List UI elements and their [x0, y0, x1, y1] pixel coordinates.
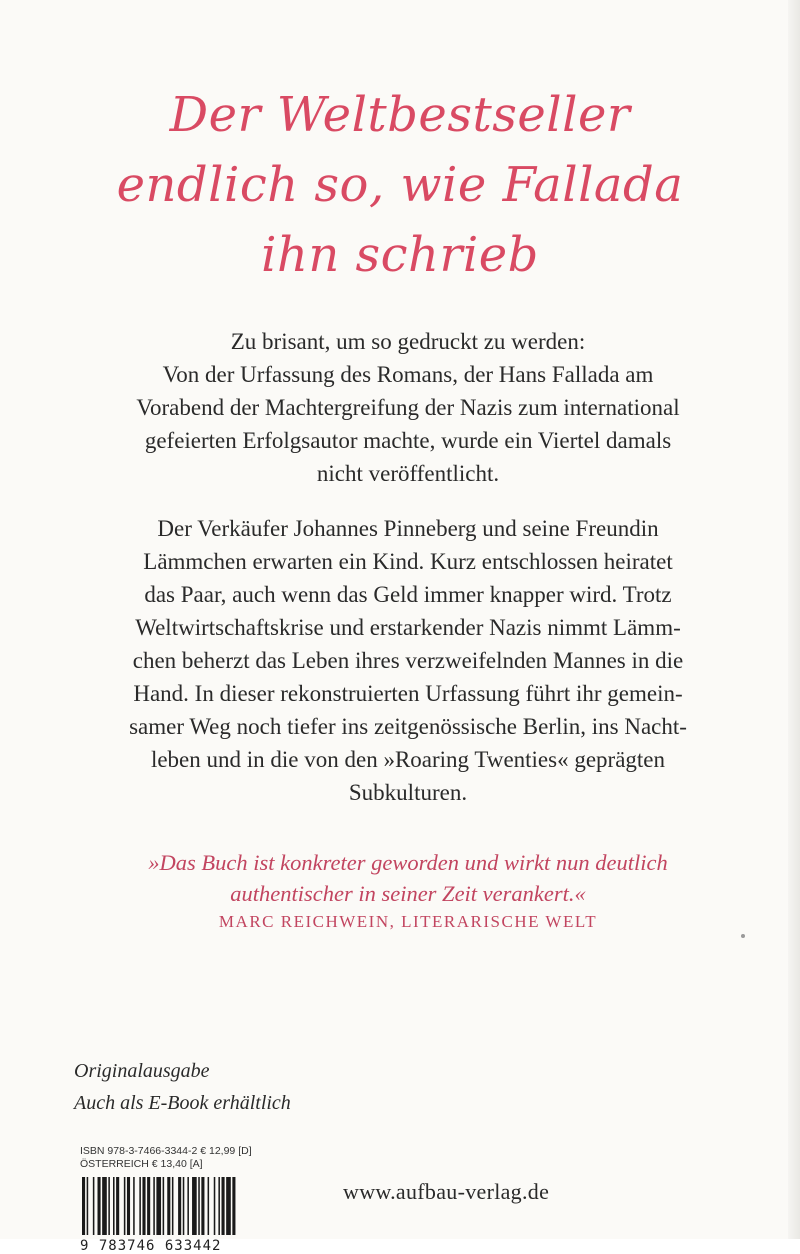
- text-line: Zu brisant, um so gedruckt zu werden:: [230, 329, 586, 354]
- text-line: Vorabend der Machtergreifung der Nazis zum international: [136, 395, 680, 420]
- publisher-website[interactable]: www.aufbau-verlag.de: [343, 1179, 550, 1204]
- headline: [0, 80, 800, 290]
- print-speck: [741, 934, 745, 938]
- text-line: leben und in die von den »Roaring Twenties« geprägten: [150, 747, 666, 772]
- quote-line: authentischer in seiner Zeit verankert.«: [230, 881, 586, 906]
- synopsis-paragraph: [40, 512, 776, 809]
- text-line: gefeierten Erfolgsautor machte, wurde ein Viertel damals: [144, 428, 672, 453]
- text-line: Lämmchen erwarten ein Kind. Kurz entschlossen heiratet: [143, 549, 673, 574]
- text-line: nicht veröffentlicht.: [316, 461, 500, 486]
- text-line: das Paar, auch wenn das Geld immer knapper wird. Trotz: [144, 582, 672, 607]
- text-line: Subkulturen.: [348, 780, 468, 805]
- quote-line: »Das Buch ist konkreter geworden und wirkt nun deutlich: [148, 850, 668, 875]
- austria-price-label: ÖSTERREICH € 13,40 [A]: [80, 1158, 203, 1170]
- text-line: Hand. In dieser rekonstruierten Urfassung führt ihr gemein-: [133, 681, 683, 706]
- text-line: Weltwirtschaftskrise und erstarkender Nazis nimmt Lämm-: [135, 615, 681, 640]
- text-line: Von der Urfassung des Romans, der Hans Fallada am: [162, 362, 654, 387]
- intro-paragraph: [40, 325, 776, 490]
- review-quote: [40, 847, 776, 909]
- barcode: [80, 1177, 302, 1235]
- ebook-line: Auch als E-Book erhältlich: [74, 1092, 291, 1114]
- text-line: samer Weg noch tiefer ins zeitgenössische Berlin, ins Nacht-: [129, 714, 687, 739]
- barcode-digits: 9 783746 633442: [80, 1238, 222, 1254]
- headline-line: ihn schrieb: [261, 227, 539, 283]
- edition-info: [74, 1055, 291, 1119]
- isbn-price-label: ISBN 978-3-7466-3344-2 € 12,99 [D]: [80, 1145, 252, 1157]
- headline-line: endlich so, wie Fallada: [116, 157, 684, 213]
- review-attribution: MARC REICHWEIN, LITERARISCHE WELT: [218, 912, 598, 931]
- text-line: Der Verkäufer Johannes Pinneberg und seine Freundin: [157, 516, 659, 541]
- edition-line: Originalausgabe: [74, 1060, 210, 1082]
- barcode-block: [80, 1145, 305, 1254]
- text-line: chen beherzt das Leben ihres verzweifelnden Mannes in die: [132, 648, 684, 673]
- headline-line: Der Weltbestseller: [169, 87, 631, 143]
